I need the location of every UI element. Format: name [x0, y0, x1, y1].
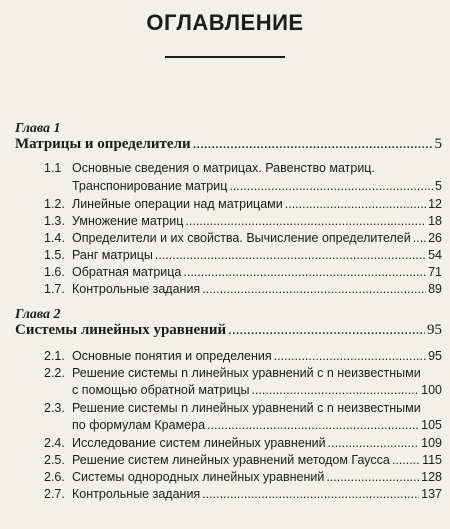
dot-leader: [155, 248, 426, 262]
section-number: 2.3.: [44, 401, 65, 415]
chapter-title: Матрицы и определители: [15, 136, 191, 152]
toc-entry-2-2[interactable]: [44, 366, 442, 384]
page-number: 54: [428, 248, 442, 262]
page-number: 95: [428, 349, 442, 363]
page-number: 100: [421, 383, 442, 397]
section-number: 2.7.: [44, 487, 65, 501]
page-number: 95: [427, 322, 442, 338]
section-title: Решение систем линейных уравнений методом Гаусса: [72, 453, 390, 467]
page-number: 18: [428, 214, 442, 228]
page-number: 71: [428, 265, 442, 279]
chapter-2-label: Глава 2: [15, 307, 61, 322]
page-number: 128: [421, 470, 442, 484]
page-number: 105: [421, 418, 442, 432]
page-number: 5: [435, 179, 442, 193]
toc-entry-1-6[interactable]: [44, 265, 442, 283]
section-number: 1.4.: [44, 231, 65, 245]
dot-leader: [285, 197, 426, 211]
toc-entry-1-1-continued[interactable]: [72, 179, 442, 197]
section-title: Исследование систем линейных уравнений: [72, 436, 326, 450]
page-number: 137: [421, 487, 442, 501]
chapter-2-heading[interactable]: [15, 322, 442, 340]
dot-leader: [202, 487, 419, 501]
dot-leader: [228, 322, 425, 339]
toc-entry-2-5[interactable]: [44, 453, 442, 471]
dot-leader: [229, 179, 433, 193]
section-title-line2: с помощью обратной матрицы: [72, 383, 250, 397]
toc-entry-2-1[interactable]: [44, 349, 442, 367]
dot-leader: [274, 349, 426, 363]
page-number: 5: [434, 136, 442, 152]
section-title-line1: Основные сведения о матрицах. Равенство матриц.: [72, 161, 375, 175]
toc-entry-2-7[interactable]: [44, 487, 442, 505]
dot-leader: [202, 282, 426, 296]
dot-leader: [328, 436, 419, 450]
toc-entry-1-4[interactable]: [44, 231, 442, 249]
section-title: Умножение матриц: [72, 214, 184, 228]
toc-entry-2-3-continued[interactable]: [72, 418, 442, 436]
dot-leader: [392, 453, 420, 467]
page-number: 115: [422, 453, 442, 467]
toc-entry-1-3[interactable]: [44, 214, 442, 232]
dot-leader: [183, 265, 426, 279]
section-number: 2.1.: [44, 349, 65, 363]
chapter-1-label: Глава 1: [15, 121, 61, 136]
chapter-1-heading[interactable]: [15, 136, 442, 154]
section-number: 1.7.: [44, 282, 65, 296]
dot-leader: [251, 383, 419, 397]
section-title: Контрольные задания: [72, 487, 201, 501]
dot-leader: [185, 214, 426, 228]
section-number: 1.2.: [44, 197, 65, 211]
section-title: Определители и их свойства. Вычисление определителей: [72, 231, 411, 245]
chapter-title: Системы линейных уравнений: [15, 322, 227, 338]
dot-leader: [207, 418, 419, 432]
section-title: Обратная матрица: [72, 265, 182, 279]
section-title: Линейные операции над матрицами: [72, 197, 283, 211]
page-number: 12: [428, 197, 442, 211]
section-number: 1.1: [44, 161, 62, 175]
page-title: ОГЛАВЛЕНИЕ: [146, 10, 304, 35]
toc-entry-1-7[interactable]: [44, 282, 442, 300]
section-number: 1.3.: [44, 214, 65, 228]
toc-entry-2-4[interactable]: [44, 436, 442, 454]
page-number: 26: [428, 231, 442, 245]
toc-entry-2-3[interactable]: [44, 401, 442, 419]
section-number: 1.6.: [44, 265, 65, 279]
section-number: 2.2.: [44, 366, 65, 380]
section-title-line2: по формулам Крамера: [72, 418, 206, 432]
section-number: 2.4.: [44, 436, 65, 450]
page-number: 89: [428, 282, 442, 296]
section-number: 2.5.: [44, 453, 65, 467]
dot-leader: [193, 136, 433, 153]
section-number: 1.5.: [44, 248, 65, 262]
section-title: Ранг матрицы: [72, 248, 153, 262]
section-title-line1: Решение системы n линейных уравнений с n неизвестными: [72, 366, 421, 380]
section-title-line1: Решение системы n линейных уравнений с n неизвестными: [72, 401, 421, 415]
toc-entry-2-6[interactable]: [44, 470, 442, 488]
page-number: 109: [421, 436, 442, 450]
toc-entry-1-5[interactable]: [44, 248, 442, 266]
dot-leader: [413, 231, 426, 245]
section-title: Контрольные задания: [72, 282, 201, 296]
section-title: Системы однородных линейных уравнений: [72, 470, 325, 484]
section-number: 2.6.: [44, 470, 65, 484]
toc-entry-1-1[interactable]: [44, 161, 442, 179]
section-title: Основные понятия и определения: [72, 349, 272, 363]
section-title-line2: Транспонирование матриц: [72, 179, 228, 193]
title-underline: [165, 56, 285, 58]
toc-entry-1-2[interactable]: [44, 197, 442, 215]
toc-entry-2-2-continued[interactable]: [72, 383, 442, 401]
dot-leader: [326, 470, 419, 484]
